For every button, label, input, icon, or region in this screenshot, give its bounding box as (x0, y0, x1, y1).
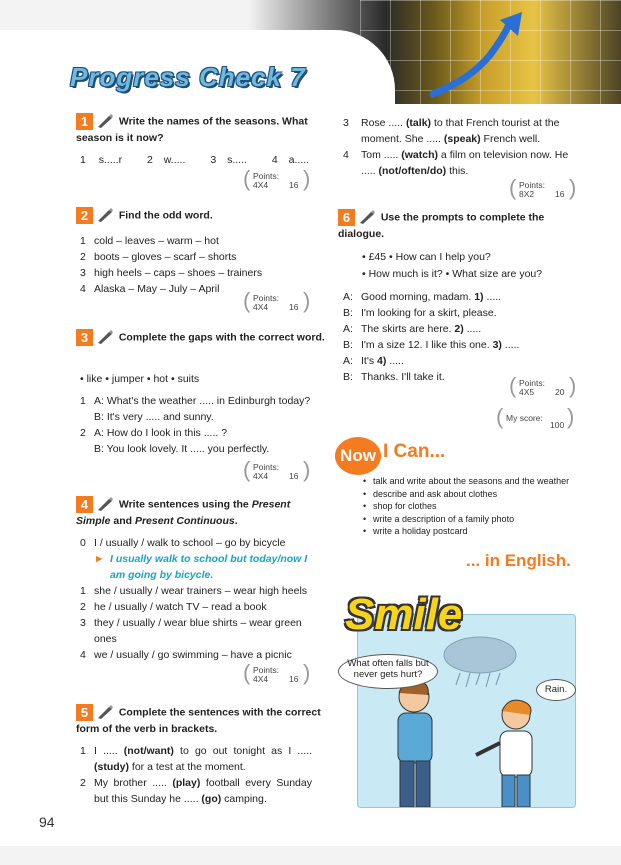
rich-text: My brother ..... (play) football every Sunday but this Sunday he ..... (go) camping. (94, 777, 312, 805)
points-box: ( Points: 4X5 20 ) (509, 373, 577, 398)
instruction: Write sentences using the Present Simple and Present Continuous. (76, 498, 291, 527)
list-item: 4 Tom ..... (watch) a film on television now. He ..... (not/often/do) this. (343, 147, 575, 179)
prompts-line-2: • How much is it? • What size are you? (362, 268, 543, 280)
dialogue (343, 289, 578, 385)
points-box: ( Points: 4X4 16 ) (243, 457, 311, 482)
question-bubble: What often falls but never gets hurt? (338, 654, 438, 689)
list-item: 3 Rose ..... (talk) to that French tourist at the moment. She ..... (speak) French well. (343, 115, 575, 147)
section-number: 4 (76, 496, 93, 513)
section-5-items (80, 743, 312, 807)
dialogue-line: A: Good morning, madam. 1) ..... (343, 291, 502, 303)
smile-box (357, 614, 576, 808)
pen-icon (96, 329, 116, 346)
section-4 (76, 496, 326, 529)
in-english: ... in English. (466, 551, 571, 570)
cartoon-illustration (358, 615, 575, 807)
instruction: Complete the sentences with the correct form of the verb in brackets. (76, 706, 321, 735)
item-text: s..... (227, 154, 247, 166)
word-options: • like • jumper • hot • suits (80, 373, 200, 385)
list-item: 1 she / usually / wear trainers – wear high heels (80, 585, 308, 597)
section-5 (76, 704, 326, 737)
list-item: 1 I ..... (not/want) to go out tonight as I ..... (study) for a test at the moment. (80, 745, 312, 773)
now-list (363, 475, 603, 538)
list-item: 2 My brother ..... (play) football every Sunday but this Sunday he ..... (go) camping. (80, 777, 312, 805)
example-answer: ► I usually walk to school but today/now I am going by bicycle. (94, 553, 308, 581)
list-item: • talk and write about the seasons and the weather (363, 475, 603, 488)
dialogue-line: B: I'm a size 12. I like this one. 3) ..... (343, 339, 520, 351)
list-item: 4 we / usually / go swimming – have a picnic (80, 649, 292, 661)
instruction: Find the odd word. (118, 209, 213, 222)
section-2-items (80, 233, 320, 297)
pen-icon (96, 113, 116, 130)
instruction: Write the names of the seasons. What season is it now? (76, 115, 308, 144)
answer-bubble: Rain. (536, 679, 576, 701)
arrow-up-icon (430, 10, 540, 100)
instruction: Use the prompts to complete the dialogue. (338, 211, 545, 240)
list-item: • write a holiday postcard (363, 525, 603, 538)
example-item: 0 I / usually / walk to school – go by bicycle (80, 537, 286, 549)
smile-logo: Smile (345, 590, 463, 639)
rich-text: Rose ..... (talk) to that French tourist at the moment. She ..... (speak) French well. (361, 117, 560, 145)
points-box: ( Points: 4X4 16 ) (243, 288, 311, 313)
list-item: 3 high heels – caps – shoes – trainers (80, 267, 263, 279)
dialogue-line: B: Thanks. I'll take it. (343, 371, 445, 383)
section-6 (338, 209, 578, 242)
instruction: Complete the gaps with the correct word. (118, 331, 325, 344)
list-item: 1 cold – leaves – warm – hot (80, 235, 219, 247)
section-1-items (80, 152, 320, 168)
list-item: B: It's very ..... and sunny. (94, 411, 214, 423)
points-box: ( Points: 8X2 16 ) (509, 175, 577, 200)
pen-icon (96, 496, 116, 513)
list-item: 2 boots – gloves – scarf – shorts (80, 251, 237, 263)
section-3-items (80, 393, 325, 457)
points-box: ( Points: 4X4 16 ) (243, 166, 311, 191)
dialogue-line: A: The skirts are here. 2) ..... (343, 323, 482, 335)
section-number: 2 (76, 207, 93, 224)
section-4-items (80, 535, 325, 663)
list-item: • describe and ask about clothes (363, 488, 603, 501)
item-text: w..... (163, 154, 186, 166)
section-number: 3 (76, 329, 93, 346)
list-item: 2 he / usually / watch TV – read a book (80, 601, 267, 613)
list-item: 2 A: How do I look in this ..... ? (80, 427, 228, 439)
list-item: • shop for clothes (363, 500, 603, 513)
item-text: s.....r (98, 154, 123, 166)
section-3 (76, 329, 326, 346)
pen-icon (358, 209, 378, 226)
item-number: 1 (80, 154, 86, 166)
dialogue-line: B: I'm looking for a skirt, please. (343, 307, 497, 319)
section-number: 5 (76, 704, 93, 721)
score-box: ( My score: 100 ) (496, 404, 575, 430)
section-5-items-cont (343, 115, 575, 179)
pen-icon (96, 207, 116, 224)
list-item: • write a description of a family photo (363, 513, 603, 526)
pen-icon (96, 704, 116, 721)
section-2 (76, 207, 326, 224)
dialogue-line: A: It's 4) ..... (343, 355, 404, 367)
list-item: 1 A: What's the weather ..... in Edinburgh today? (80, 395, 311, 407)
item-text: a..... (288, 154, 310, 166)
page-title: Progress Check 7 (70, 62, 306, 92)
page-footer-strip (0, 846, 621, 865)
now-badge: Now (335, 437, 381, 475)
section-1 (76, 113, 326, 146)
list-item: 4 Alaska – May – July – April (80, 283, 220, 295)
points-box: ( Points: 4X4 16 ) (243, 660, 311, 685)
section-number: 1 (76, 113, 93, 130)
rich-text: Tom ..... (watch) a film on television now. He ..... (not/often/do) this. (361, 149, 569, 177)
item-number: 4 (271, 154, 278, 166)
section-number: 6 (338, 209, 355, 226)
list-item: 3 they / usually / wear blue shirts – wear green ones (80, 617, 302, 645)
page-number: 94 (39, 814, 55, 830)
now-heading: I Can... (383, 441, 446, 462)
item-number: 3 (210, 154, 217, 166)
prompts-line-1: • £45 • How can I help you? (362, 251, 491, 263)
item-number: 2 (147, 154, 153, 166)
rich-text: I ..... (not/want) to go out tonight as I ..... (study) for a test at the moment. (94, 745, 312, 773)
list-item: B: You look lovely. It ..... you perfectly. (94, 443, 270, 455)
